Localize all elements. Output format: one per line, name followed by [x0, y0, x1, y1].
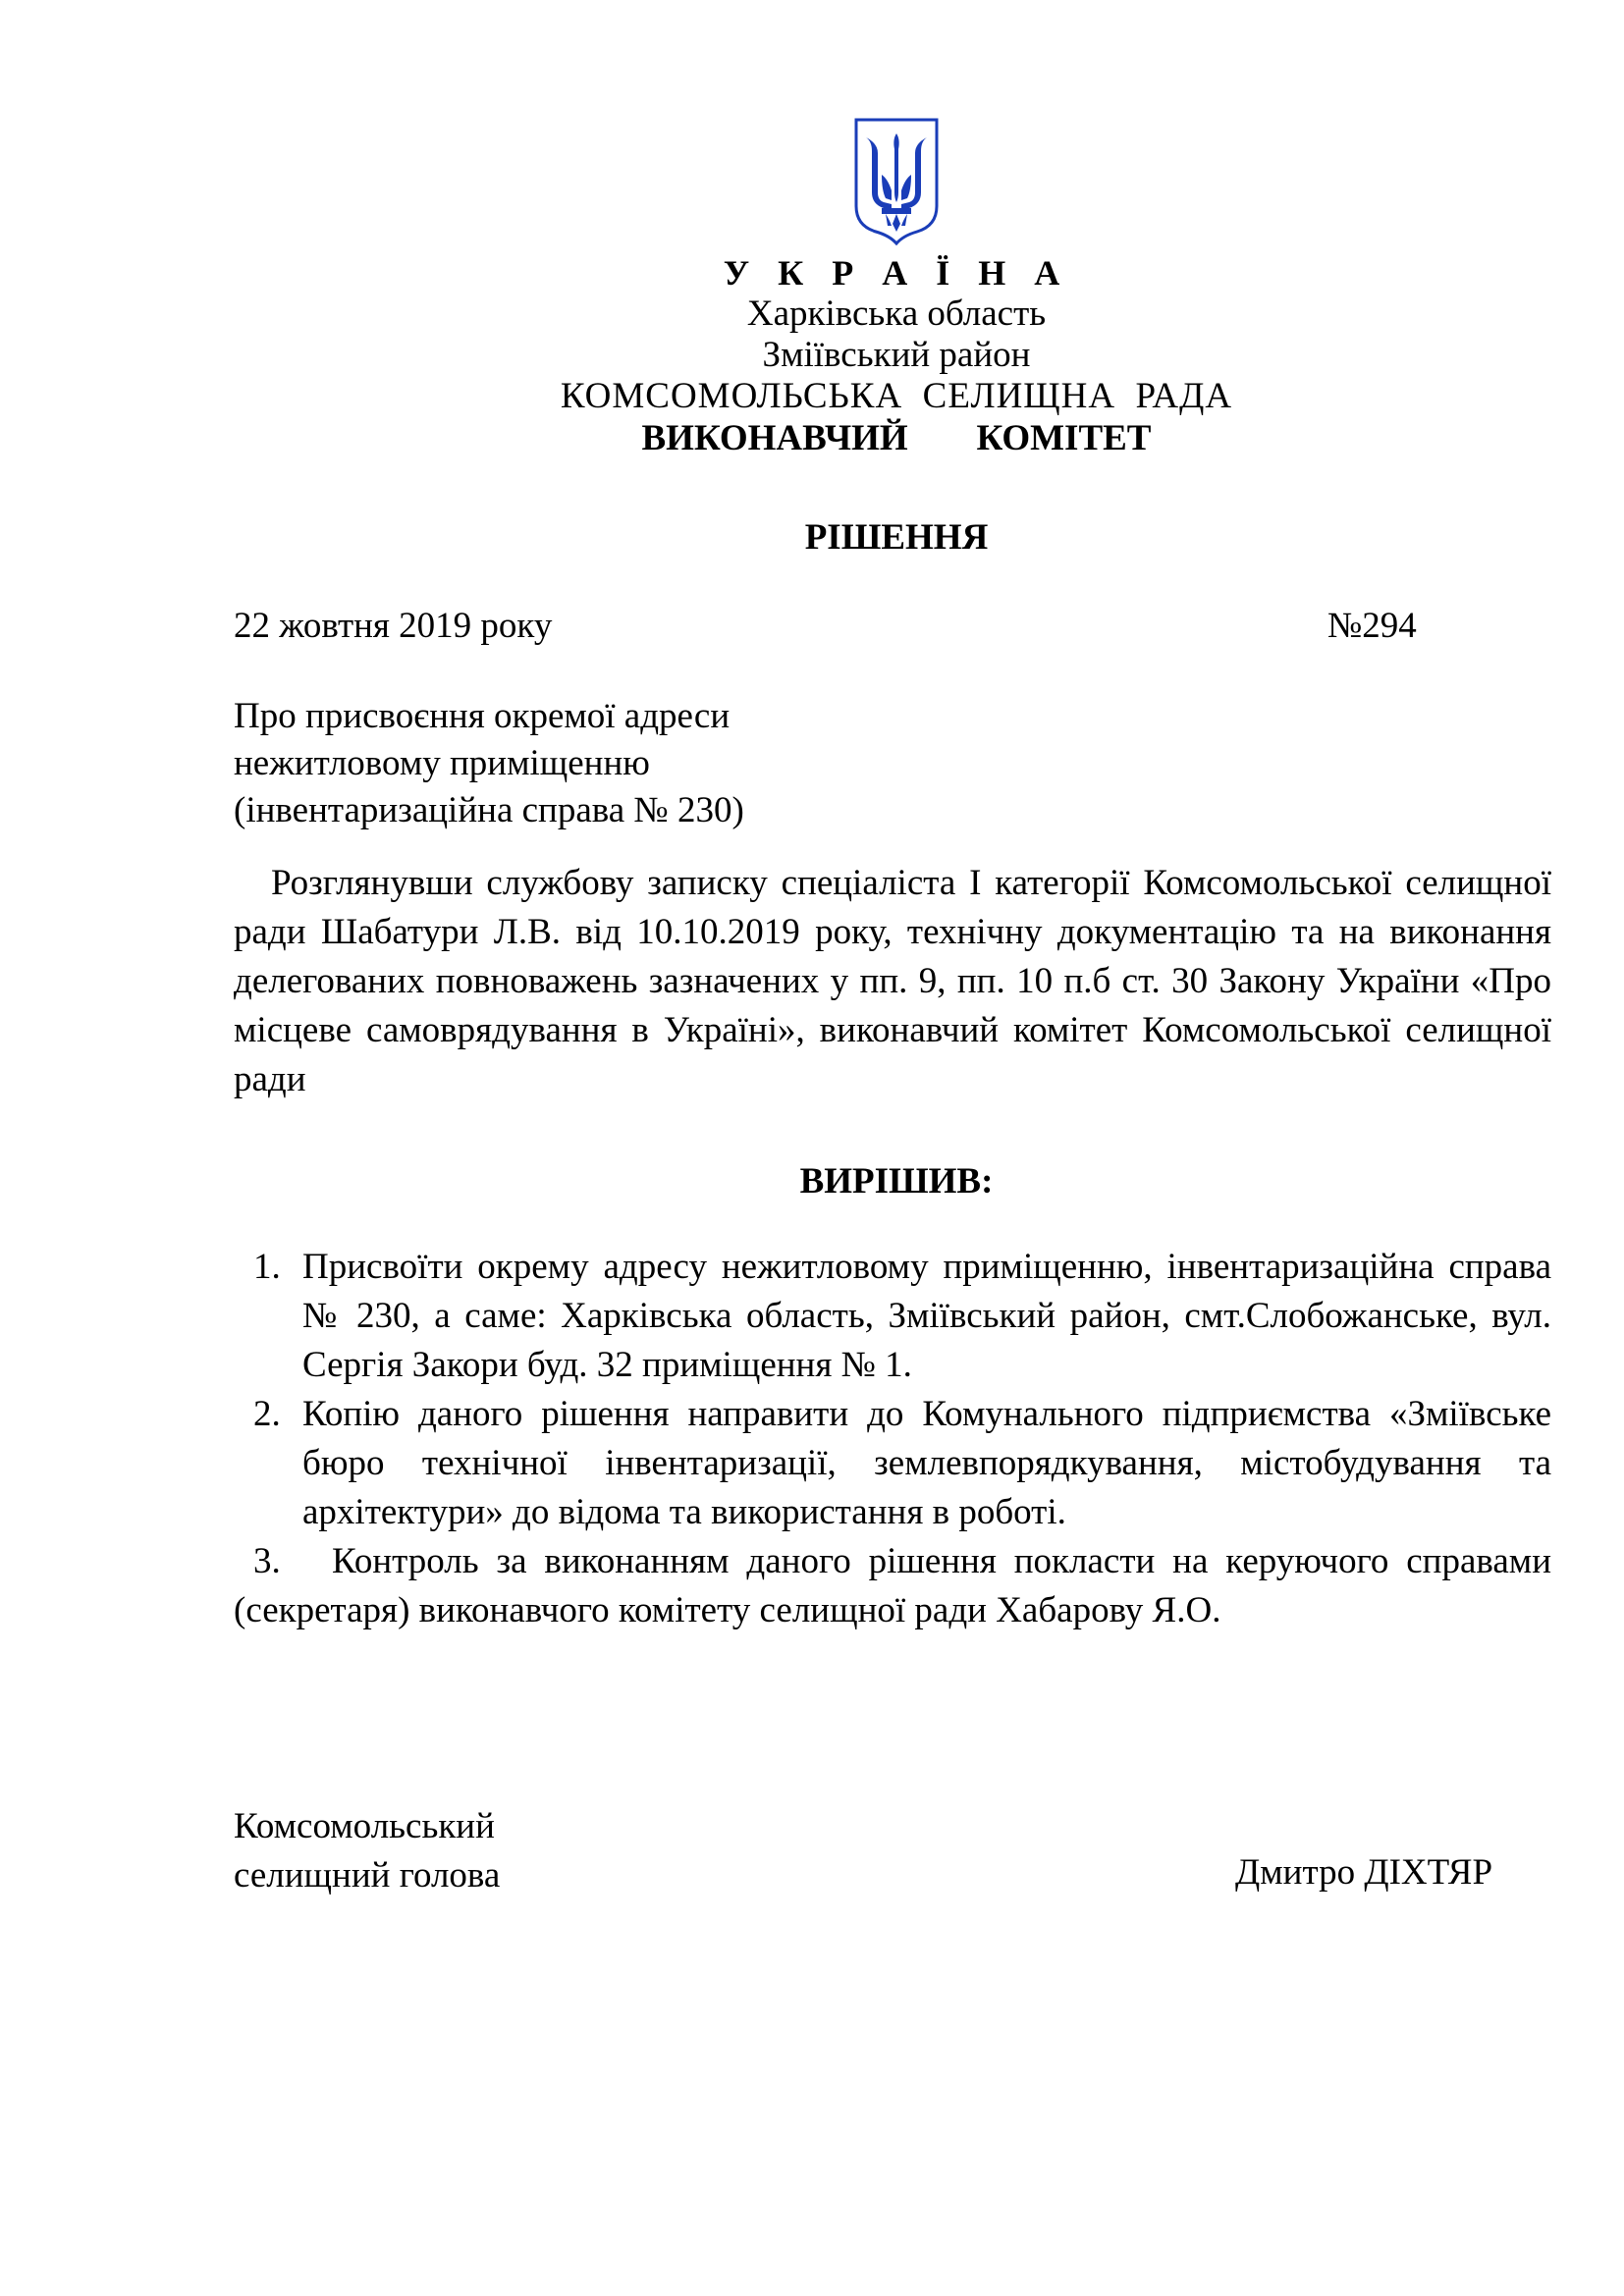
- subject-line: (інвентаризаційна справа № 230): [234, 790, 744, 830]
- resolved-heading: ВИРІШИВ:: [799, 1161, 994, 1201]
- preamble-paragraph: Розглянувши службову записку спеціаліста І категорії Комсомольської селищної ради Шабатури Л.В. від 10.10.2019 року, технічну документацію та на виконання делегованих повноважень зазначених у пп. 9, пп. 10 п.б ст. 30 Закону України «Про місцеве самоврядування в Україні», виконавчий комітет Комсомольської селищної ради: [234, 863, 1551, 1099]
- signatory-name: Дмитро ДІХТЯР: [1235, 1852, 1493, 1893]
- ukraine-coat-of-arms-icon: [852, 116, 941, 245]
- item-number: 3.: [253, 1541, 281, 1581]
- position-line: Комсомольський: [234, 1806, 495, 1846]
- council-line: КОМСОМОЛЬСЬКА СЕЛИЩНА РАДА: [560, 376, 1233, 417]
- resolution-item: [234, 1390, 1551, 1537]
- district-line: Зміївський район: [762, 335, 1031, 376]
- decision-title: РІШЕННЯ: [804, 517, 989, 558]
- country-title: У К Р А Ї Н А: [723, 253, 1070, 293]
- resolution-item: [234, 1537, 1551, 1635]
- item-text: Присвоїти окрему адресу нежитловому приміщенню, інвентаризаційна справа № 230, а саме: Харківська область, Зміївський район, смт.Слобожанське, вул. Сергія Закори буд. 32 приміщення № 1.: [302, 1247, 1551, 1385]
- item-text: Контроль за виконанням даного рішення покласти на керуючого справами (секретаря) виконавчого комітету селищної ради Хабарову Я.О.: [234, 1541, 1551, 1630]
- committee-line: ВИКОНАВЧИЙ КОМІТЕТ: [641, 417, 1152, 458]
- resolution-items: [234, 1243, 1551, 1635]
- decision-subject: [234, 693, 744, 834]
- document-header: [0, 253, 1624, 459]
- decision-date: 22 жовтня 2019 року: [234, 606, 553, 646]
- resolution-item: [234, 1243, 1551, 1390]
- item-number: 1.: [253, 1247, 281, 1287]
- position-line: селищний голова: [234, 1855, 501, 1896]
- item-text: Копію даного рішення направити до Комунального підприємства «Зміївське бюро технічної інвентаризації, землевпорядкування, містобудування та архітектури» до відома та використання в роботі.: [302, 1394, 1551, 1532]
- decision-number: №294: [1327, 606, 1417, 646]
- item-number: 2.: [253, 1394, 281, 1434]
- signatory-position: [234, 1802, 500, 1900]
- subject-line: нежитловому приміщенню: [234, 743, 650, 783]
- region-line: Харківська область: [746, 294, 1047, 335]
- subject-line: Про присвоєння окремої адреси: [234, 696, 731, 736]
